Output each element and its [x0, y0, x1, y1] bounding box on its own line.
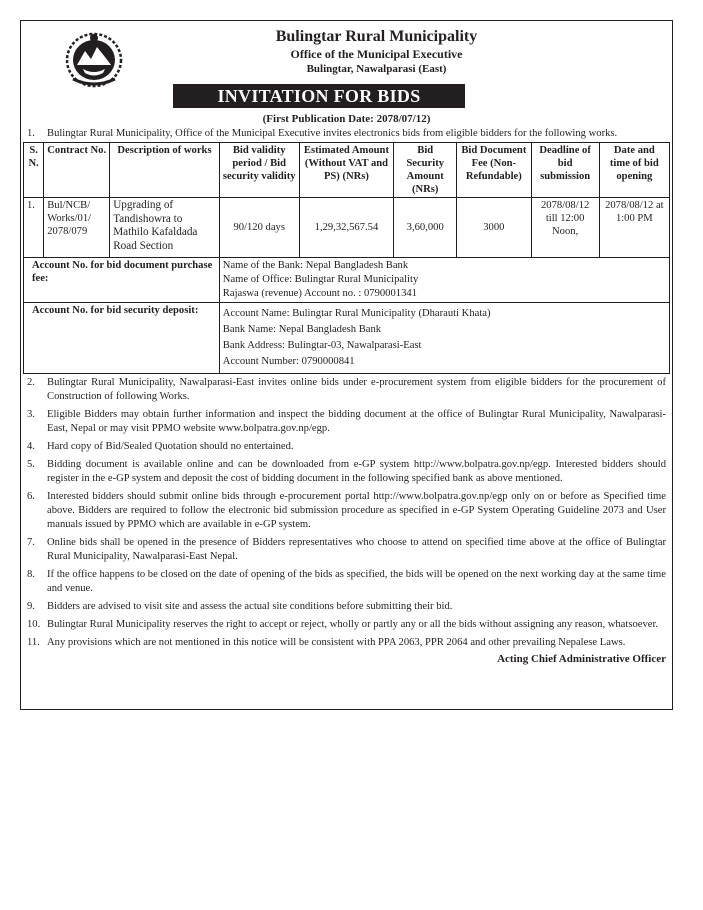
cell-description: Upgrading of Tandishowra to Mathilo Kafaldada Road Section — [110, 198, 220, 258]
cell-sn: 1. — [24, 198, 44, 258]
item-number: 4. — [27, 441, 35, 453]
notice-item-3 — [21, 408, 672, 436]
bids-table — [23, 142, 670, 374]
cell-estimated: 1,29,32,567.54 — [299, 198, 394, 258]
item-text: Bulingtar Rural Municipality reserves the right to accept or reject, wholly or partly any or all the bids without assigning any reason, whatsoever. — [47, 619, 659, 630]
col-header-opening: Date and time of bid opening — [599, 143, 669, 198]
notice-item-2 — [21, 376, 672, 404]
col-header-security: Bid Security Amount (NRs) — [394, 143, 457, 198]
notice-item-7 — [21, 536, 672, 564]
item-number: 1. — [27, 128, 35, 139]
col-header-sn: S. N. — [24, 143, 44, 198]
deposit-account-label: Account No. for bid security deposit: — [24, 303, 220, 374]
notice-item-4 — [21, 440, 672, 454]
notice-item-6 — [21, 490, 672, 533]
item-number: 2. — [27, 377, 35, 389]
publication-date: (First Publication Date: 2078/07/12) — [262, 113, 431, 125]
item-number: 5. — [27, 459, 35, 470]
notice-item-10 — [21, 618, 672, 632]
table-header-row — [24, 143, 670, 198]
cell-fee: 3000 — [457, 198, 531, 258]
signatory: Acting Chief Administrative Officer — [497, 652, 666, 665]
col-header-estimated: Estimated Amount (Without VAT and PS) (NRs) — [299, 143, 394, 198]
item-number: 8. — [27, 569, 35, 581]
purchase-bank-line: Name of the Bank: Nepal Bangladesh Bank — [222, 260, 409, 272]
item-number: 7. — [27, 537, 35, 549]
notice-item-9 — [21, 600, 672, 614]
cell-contract: Bul/NCB/ Works/01/ 2078/079 — [44, 198, 110, 258]
notice-header — [21, 21, 672, 109]
deposit-account-details — [219, 303, 669, 374]
item-text: Hard copy of Bid/Sealed Quotation should no entertained. — [47, 441, 294, 453]
org-name: Bulingtar Rural Municipality — [275, 28, 478, 45]
notice-item-8 — [21, 568, 672, 596]
item-number: 6. — [27, 491, 35, 502]
item-text: If the office happens to be closed on the date of opening of the bids as specified, the bids will be opened on the next working day at the same time and venue. — [47, 569, 666, 595]
item-number: 9. — [27, 601, 35, 613]
col-header-description: Description of works — [110, 143, 220, 198]
invitation-banner: INVITATION FOR BIDS — [173, 84, 465, 108]
item-text: Bidding document is available online and can be downloaded from e-GP system http://www.bolpatra.gov.np/egp. Interested bidders should register in the e-GP system and deposit the cost of bidding document in the following specified bank as above mentioned. — [47, 459, 666, 485]
item-text: Interested bidders should submit online bids through e-procurement portal http://www.bolpatra.gov.np/egp only on or before as Specified time above. Bidders are required to follow the electronic bid submission procedure as specified in e-GP System Operating Guideline 2073 and User manuals issued by PPMO which are available in e-GP system. — [47, 491, 666, 531]
col-header-validity: Bid validity period / Bid security validity — [219, 143, 299, 198]
col-header-fee: Bid Document Fee (Non-Refundable) — [457, 143, 531, 198]
col-header-contract: Contract No. — [44, 143, 110, 198]
col-header-deadline: Deadline of bid submission — [531, 143, 599, 198]
deposit-account-name-line: Account Name: Bulingtar Rural Municipality (Dharauti Khata) — [222, 308, 491, 320]
item-text: Online bids shall be opened in the presence of Bidders representatives who choose to attend on specified time above at the office of Bulingtar Rural Municipality, Nawalparasi-East Nepal. — [47, 537, 666, 563]
item-number: 11. — [27, 636, 40, 648]
office-name: Office of the Municipal Executive — [290, 47, 463, 61]
purchase-account-details — [219, 258, 669, 303]
notice-item-5 — [21, 458, 672, 486]
item-number: 10. — [27, 619, 41, 630]
item-text: Bulingtar Rural Municipality, Nawalparasi-East invites online bids under e-procurement system from eligible bidders for the procurement of Construction of following Works. — [47, 377, 666, 403]
notice-items — [21, 376, 672, 650]
nepal-emblem-icon — [63, 29, 125, 89]
notice-item-1 — [21, 127, 672, 141]
cell-security: 3,60,000 — [394, 198, 457, 258]
deposit-account-number-line: Account Number: 0790000841 — [222, 356, 355, 368]
deposit-bank-name-line: Bank Name: Nepal Bangladesh Bank — [222, 324, 382, 336]
item-text: Bulingtar Rural Municipality, Office of the Municipal Executive invites electronics bids from eligible bidders for the following works. — [47, 128, 618, 139]
purchase-office-line: Name of Office: Bulingtar Rural Municipality — [222, 274, 419, 286]
table-row — [24, 198, 670, 258]
deposit-account-row — [24, 303, 670, 374]
cell-deadline: 2078/08/12 till 12:00 Noon, — [531, 198, 599, 258]
purchase-account-line: Rajaswa (revenue) Account no. : 0790001341 — [222, 288, 417, 300]
deposit-bank-address-line: Bank Address: Bulingtar-03, Nawalparasi-East — [222, 340, 422, 352]
purchase-account-label: Account No. for bid document purchase fee: — [24, 258, 220, 303]
item-text: Any provisions which are not mentioned in this notice will be consistent with PPA 2063, PPR 2064 and other prevailing Nepalese Laws. — [47, 636, 626, 648]
item-number: 3. — [27, 409, 35, 421]
item-text: Bidders are advised to visit site and assess the actual site conditions before submitting their bid. — [47, 601, 453, 613]
office-address: Bulingtar, Nawalparasi (East) — [306, 63, 447, 75]
purchase-account-row — [24, 258, 670, 303]
item-text: Eligible Bidders may obtain further information and inspect the bidding document at the office of Bulingtar Rural Municipality, Nawalparasi-East, Nepal or may visit PPMO website www.bolpatra.gov.np/egp. — [47, 409, 666, 435]
cell-opening: 2078/08/12 at 1:00 PM — [599, 198, 669, 258]
notice-item-11 — [21, 636, 672, 650]
cell-validity: 90/120 days — [219, 198, 299, 258]
notice-page — [20, 20, 673, 710]
